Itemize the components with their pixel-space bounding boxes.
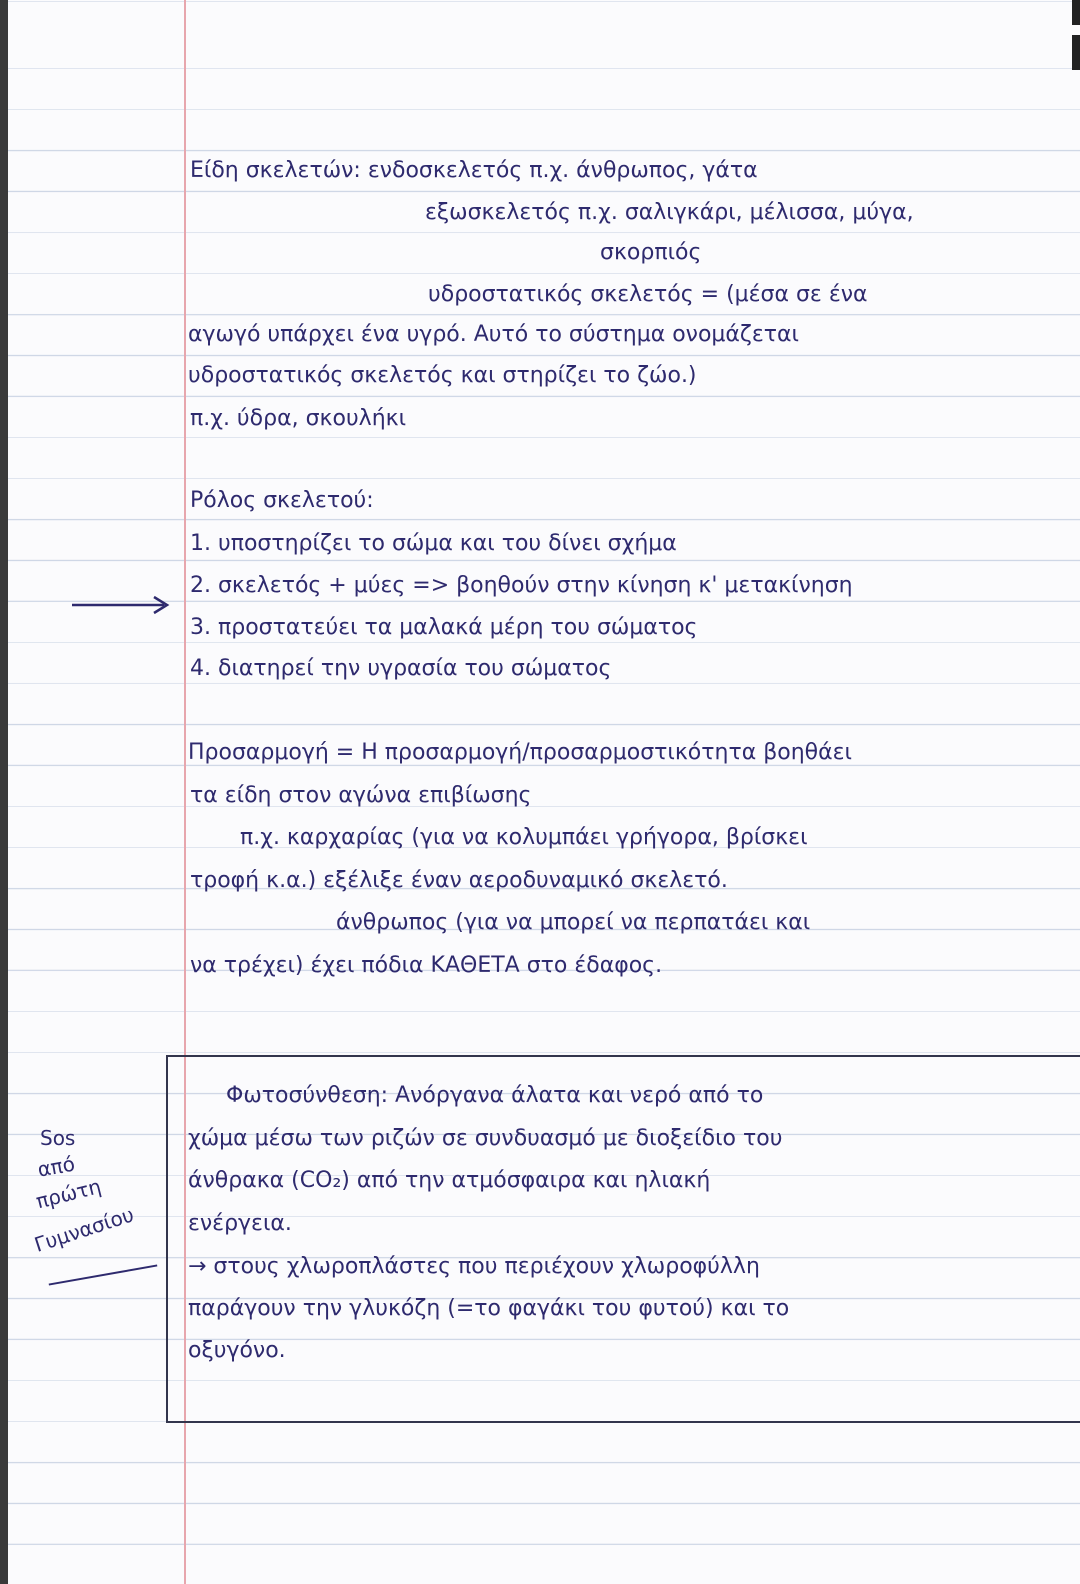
margin-note-gymnasium: Γυμνασίου — [31, 1202, 137, 1257]
adaptation-line-5: άνθρωπος (για να μπορεί να περπατάει και — [336, 910, 811, 935]
margin-note-sos: Sos — [40, 1126, 76, 1150]
adaptation-line-6: να τρέχει) έχει πόδια ΚΑΘΕΤΑ στο έδαφος. — [190, 953, 663, 978]
adaptation-line-4: τροφή κ.α.) εξέλιξε έναν αεροδυναμικό σκελετό. — [190, 868, 728, 893]
skeleton-role-item-1: 1. υποστηρίζει το σώμα και του δίνει σχήμα — [190, 531, 677, 556]
skeleton-types-line-6: υδροστατικός σκελετός και στηρίζει το ζώο.) — [188, 363, 697, 388]
skeleton-types-line-7: π.χ. ύδρα, σκουλήκι — [190, 406, 407, 431]
skeleton-types-line-3: σκορπιός — [600, 240, 702, 265]
margin-note-from: από — [35, 1151, 77, 1182]
photosynthesis-line-2: χώμα μέσω των ριζών σε συνδυασμό με διοξείδιο του — [188, 1126, 783, 1151]
skeleton-types-line-4: υδροστατικός σκελετός = (μέσα σε ένα — [428, 282, 868, 307]
adaptation-line-2: τα είδη στον αγώνα επιβίωσης — [190, 783, 532, 808]
skeleton-role-item-4: 4. διατηρεί την υγρασία του σώματος — [190, 656, 612, 681]
photosynthesis-line-3: άνθρακα (CO₂) από την ατμόσφαιρα και ηλιακή — [188, 1168, 711, 1193]
photosynthesis-box — [166, 1055, 1080, 1423]
skeleton-types-line-2: εξωσκελετός π.χ. σαλιγκάρι, μέλισσα, μύγα, — [425, 200, 914, 225]
photosynthesis-line-7: οξυγόνο. — [188, 1338, 286, 1363]
photosynthesis-line-1: Φωτοσύνθεση: Ανόργανα άλατα και νερό από το — [226, 1083, 764, 1108]
margin-note-first: πρώτη — [33, 1174, 104, 1214]
skeleton-types-line-5: αγωγό υπάρχει ένα υγρό. Αυτό το σύστημα ονομάζεται — [188, 322, 799, 347]
photosynthesis-line-4: ενέργεια. — [188, 1211, 292, 1236]
photosynthesis-line-6: παράγουν την γλυκόζη (=το φαγάκι του φυτού) και το — [188, 1296, 790, 1321]
arrow-right-icon — [72, 595, 172, 615]
photosynthesis-line-5: → στους χλωροπλάστες που περιέχουν χλωροφύλλη — [188, 1254, 760, 1279]
skeleton-role-item-3: 3. προστατεύει τα μαλακά μέρη του σώματος — [190, 615, 698, 640]
adaptation-line-1: Προσαρμογή = Η προσαρμογή/προσαρμοστικότητα βοηθάει — [188, 740, 852, 765]
skeleton-role-item-2: 2. σκελετός + μύες => βοηθούν στην κίνηση κ' μετακίνηση — [190, 573, 853, 598]
adaptation-line-3: π.χ. καρχαρίας (για να κολυμπάει γρήγορα, βρίσκει — [240, 825, 808, 850]
notebook-binding-left — [0, 0, 8, 1584]
margin-note-underline — [49, 1264, 158, 1285]
skeleton-types-line-1: Είδη σκελετών: ενδοσκελετός π.χ. άνθρωπος, γάτα — [190, 158, 758, 183]
skeleton-role-title: Ρόλος σκελετού: — [190, 488, 374, 513]
